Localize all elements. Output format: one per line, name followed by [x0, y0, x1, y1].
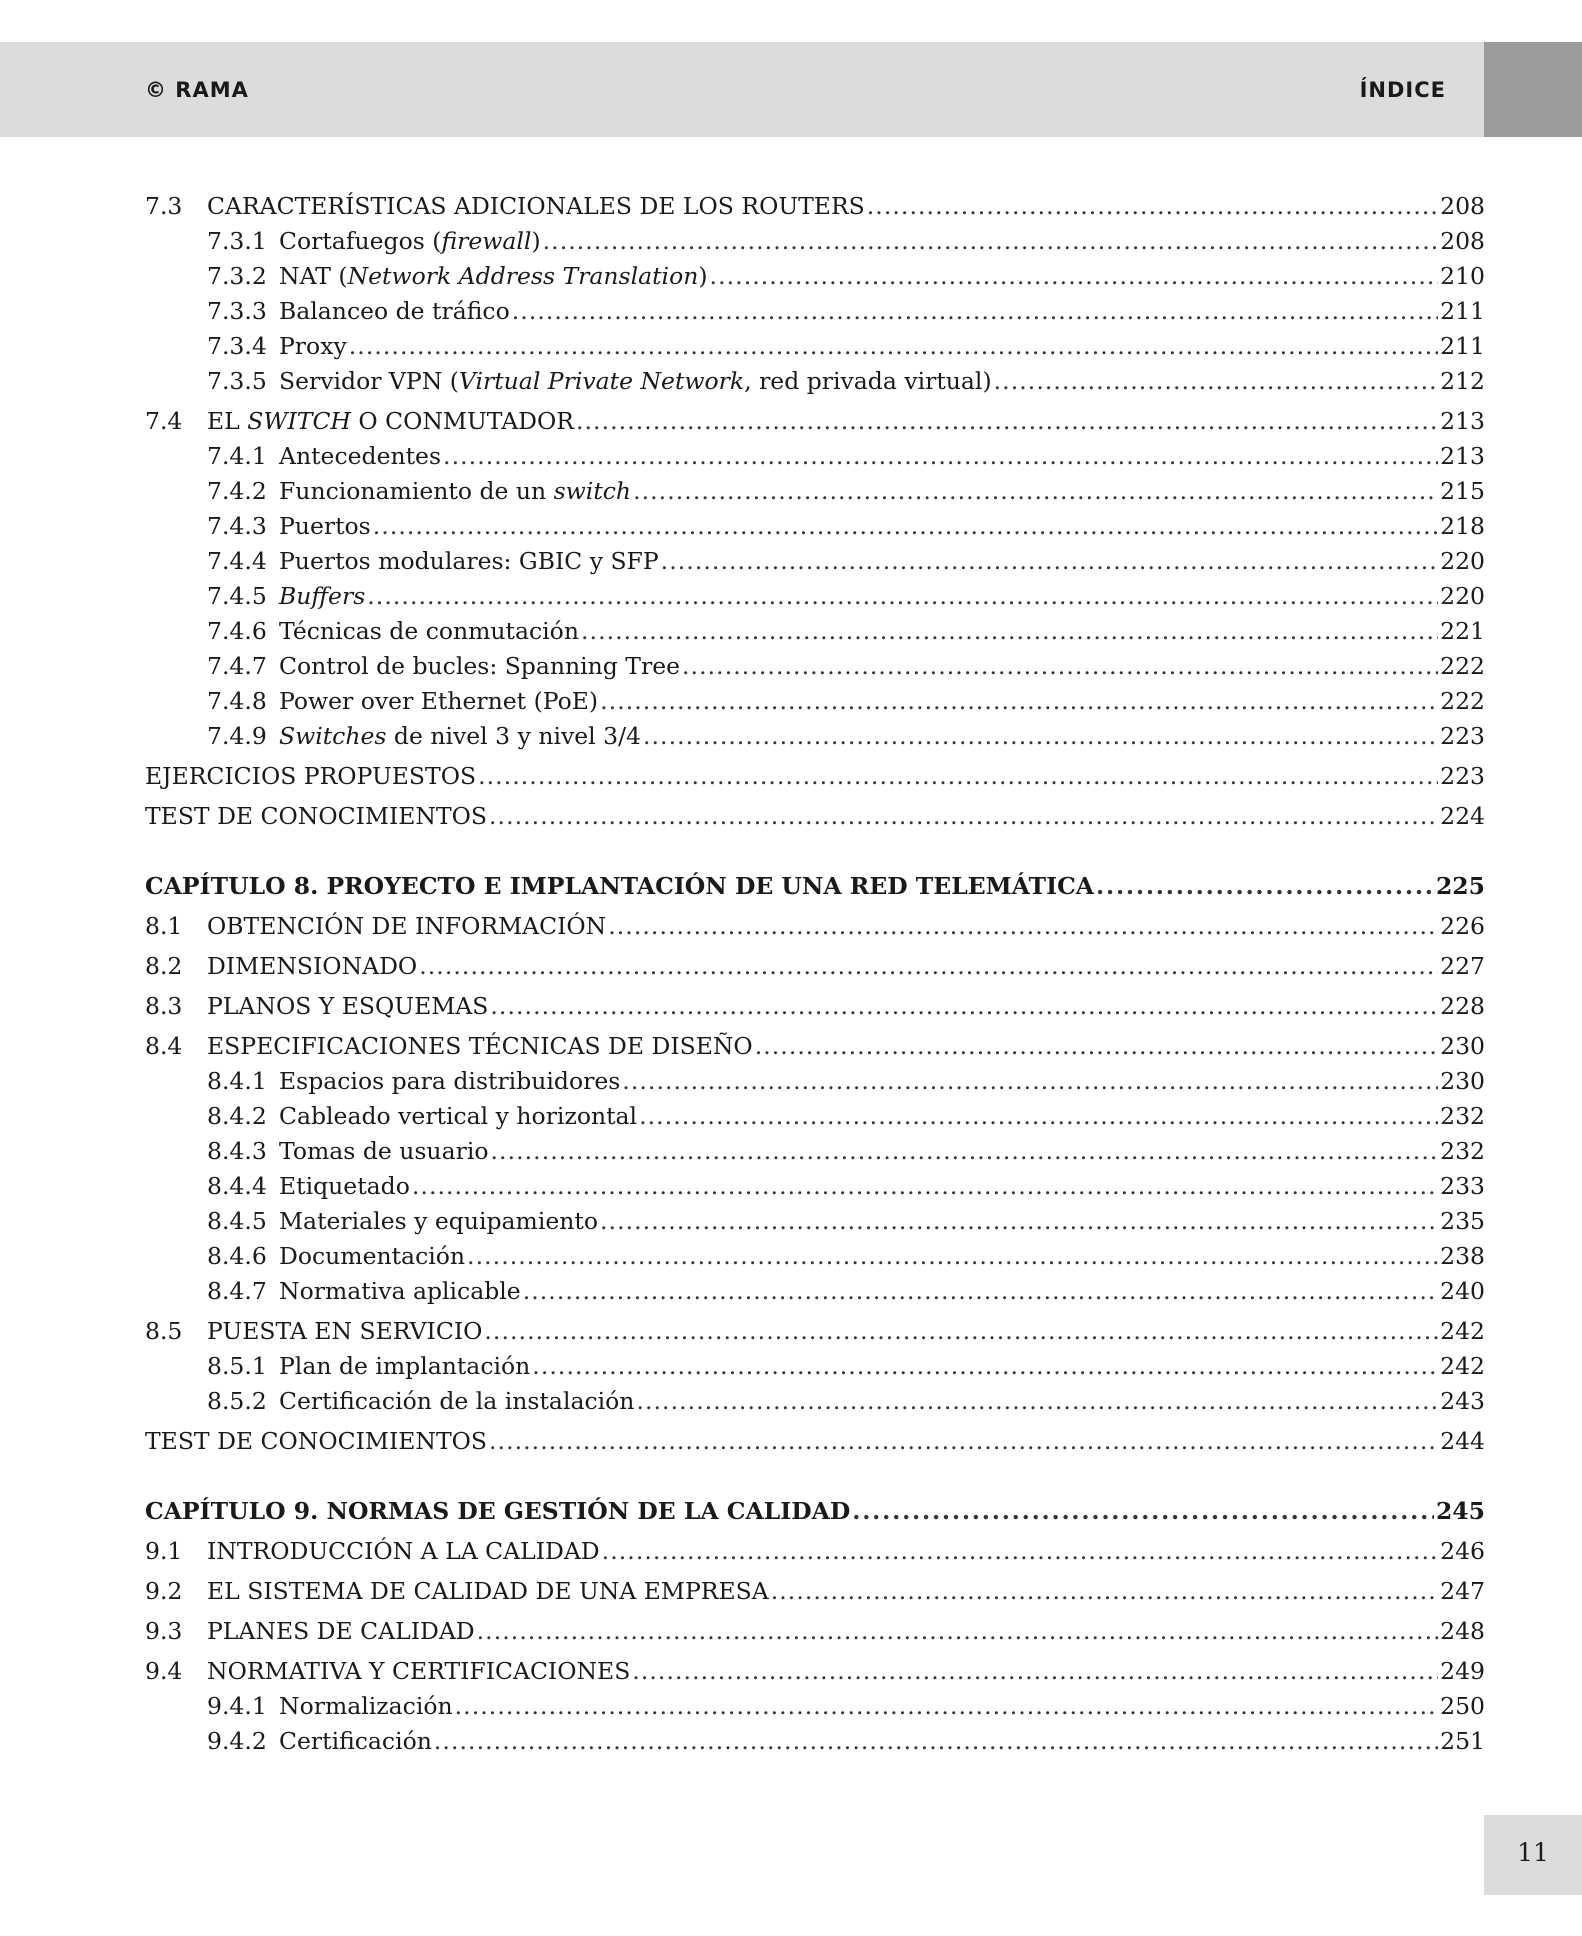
toc-number: 9.4.1 — [207, 1692, 267, 1720]
toc-number: 8.5.1 — [207, 1352, 267, 1380]
toc-row[interactable] — [145, 1427, 1485, 1461]
toc-title — [207, 1032, 753, 1060]
toc-row[interactable] — [145, 952, 1485, 986]
dot-leader — [581, 617, 1438, 645]
toc-page-number: 224 — [1440, 802, 1485, 830]
toc-title — [279, 1137, 488, 1165]
toc-number: 8.4.2 — [207, 1102, 267, 1130]
toc-title — [207, 1537, 600, 1565]
toc-page-number: 246 — [1440, 1537, 1485, 1565]
toc-title-italic: Virtual Private Network — [458, 367, 745, 395]
toc-title — [145, 1427, 487, 1455]
toc-title — [279, 512, 371, 540]
toc-number: 7.3.1 — [207, 227, 267, 255]
toc-number: 9.4.2 — [207, 1727, 267, 1755]
dot-leader — [512, 297, 1438, 325]
toc-number: 7.3.5 — [207, 367, 267, 395]
toc-number: 8.4.5 — [207, 1207, 267, 1235]
toc-title-text-suffix: O CONMUTADOR — [350, 407, 574, 435]
toc-row[interactable] — [145, 332, 1485, 366]
toc-row[interactable] — [145, 367, 1485, 401]
toc-row[interactable] — [145, 722, 1485, 756]
dot-leader — [349, 332, 1438, 360]
toc-number: 8.4.4 — [207, 1172, 267, 1200]
toc-title-italic: Switches — [279, 722, 387, 750]
toc-title — [279, 1172, 410, 1200]
toc-number: 7.3.4 — [207, 332, 267, 360]
toc-title — [279, 227, 541, 255]
toc-number: 7.3 — [145, 192, 183, 220]
toc-number: 8.4.6 — [207, 1242, 267, 1270]
dot-leader — [490, 1137, 1438, 1165]
toc-page-number: 208 — [1440, 192, 1485, 220]
toc-title — [207, 407, 574, 435]
publisher-label: © RAMA — [145, 78, 249, 102]
toc-number: 8.5.2 — [207, 1387, 267, 1415]
dot-leader — [419, 952, 1438, 980]
toc-title — [279, 1727, 432, 1755]
dot-leader — [455, 1692, 1439, 1720]
toc-title-text: PLANOS Y ESQUEMAS — [207, 992, 489, 1020]
toc-number: 7.4.5 — [207, 582, 267, 610]
toc-page-number: 235 — [1440, 1207, 1485, 1235]
toc-page-number: 212 — [1440, 367, 1485, 395]
toc-number: 8.4.3 — [207, 1137, 267, 1165]
toc-row[interactable] — [145, 1692, 1485, 1726]
toc-page-number: 242 — [1440, 1317, 1485, 1345]
toc-title — [279, 1242, 465, 1270]
toc-title — [207, 992, 488, 1020]
dot-leader — [484, 1317, 1438, 1345]
toc-page-number: 220 — [1440, 547, 1485, 575]
toc-title — [279, 297, 510, 325]
toc-title-text: Espacios para distribuidores — [279, 1067, 621, 1095]
toc-title — [279, 1207, 598, 1235]
toc-title — [279, 1692, 453, 1720]
toc-title — [279, 582, 365, 610]
toc-page-number: 213 — [1440, 407, 1485, 435]
toc-page-number: 243 — [1440, 1387, 1485, 1415]
dot-leader — [867, 192, 1438, 220]
toc-title-text-suffix: , red privada virtual) — [744, 367, 992, 395]
dot-leader — [602, 1537, 1438, 1565]
toc-title-text: Puertos — [279, 512, 371, 540]
toc-page-number: 250 — [1440, 1692, 1485, 1720]
toc-page-number: 245 — [1435, 1497, 1485, 1525]
toc-row[interactable] — [145, 617, 1485, 651]
dot-leader — [755, 1032, 1438, 1060]
toc-page-number: 244 — [1440, 1427, 1485, 1455]
toc-number: 7.4.7 — [207, 652, 267, 680]
toc-title — [279, 547, 659, 575]
toc-title-italic: SWITCH — [247, 407, 351, 435]
toc-title-text: Cableado vertical y horizontal — [279, 1102, 638, 1130]
dot-leader — [478, 762, 1438, 790]
toc-row[interactable] — [145, 1537, 1485, 1571]
toc-page-number: 215 — [1440, 477, 1485, 505]
toc-title — [279, 367, 992, 395]
toc-page-number: 221 — [1440, 617, 1485, 645]
toc-page-number: 233 — [1440, 1172, 1485, 1200]
toc-title — [207, 1317, 482, 1345]
toc-title-text: TEST DE CONOCIMIENTOS — [145, 1427, 487, 1455]
toc-title — [145, 872, 1094, 900]
toc-title — [279, 722, 641, 750]
toc-title-text: NORMATIVA Y CERTIFICACIONES — [207, 1657, 631, 1685]
toc-title — [279, 332, 347, 360]
toc-row[interactable] — [145, 762, 1485, 796]
dot-leader — [600, 1207, 1438, 1235]
page-number: 11 — [1517, 1838, 1549, 1867]
dot-leader — [994, 367, 1439, 395]
toc-row[interactable] — [145, 1032, 1485, 1066]
toc-page-number: 210 — [1440, 262, 1485, 290]
dot-leader — [608, 912, 1438, 940]
toc-row[interactable] — [145, 912, 1485, 946]
toc-title-text: Documentación — [279, 1242, 466, 1270]
dot-leader — [367, 582, 1438, 610]
dot-leader — [489, 1427, 1438, 1455]
toc-title-text: Funcionamiento de un — [279, 477, 554, 505]
toc-row[interactable] — [145, 1067, 1485, 1101]
toc-title-text: EL — [207, 407, 248, 435]
toc-number: 8.5 — [145, 1317, 183, 1345]
toc-title — [145, 762, 476, 790]
toc-row[interactable] — [145, 687, 1485, 721]
toc-title-text: PUESTA EN SERVICIO — [207, 1317, 483, 1345]
toc-row[interactable] — [145, 1352, 1485, 1386]
dot-leader — [600, 687, 1438, 715]
toc-title — [279, 687, 598, 715]
toc-title — [279, 617, 579, 645]
toc-title-text: Etiquetado — [279, 1172, 410, 1200]
toc-title-text: Normativa aplicable — [279, 1277, 521, 1305]
toc-title-text: CARACTERÍSTICAS ADICIONALES DE LOS ROUTERS — [207, 192, 865, 220]
toc-title — [279, 1102, 637, 1130]
dot-leader — [576, 407, 1438, 435]
dot-leader — [489, 802, 1438, 830]
toc-title — [207, 1617, 475, 1645]
toc-title-italic: firewall — [441, 227, 532, 255]
toc-title-text: TEST DE CONOCIMIENTOS — [145, 802, 487, 830]
toc-title-text: Certificación de la instalación — [279, 1387, 635, 1415]
toc-number: 9.2 — [145, 1577, 183, 1605]
dot-leader — [477, 1617, 1439, 1645]
toc-number: 7.4.4 — [207, 547, 267, 575]
toc-title — [279, 1387, 634, 1415]
toc-title-text-suffix: de nivel 3 y nivel 3/4 — [386, 722, 641, 750]
toc-row[interactable] — [145, 442, 1485, 476]
toc-title-text: DIMENSIONADO — [207, 952, 418, 980]
toc-title-text: EL SISTEMA DE CALIDAD DE UNA EMPRESA — [207, 1577, 769, 1605]
dot-leader — [443, 442, 1438, 470]
toc-title-text: Balanceo de tráfico — [279, 297, 510, 325]
toc-row[interactable] — [145, 297, 1485, 331]
toc-title — [279, 262, 708, 290]
toc-title-text-suffix: ) — [698, 262, 708, 290]
toc-title-text: ESPECIFICACIONES TÉCNICAS DE DISEÑO — [207, 1032, 753, 1060]
toc-page-number: 240 — [1440, 1277, 1485, 1305]
toc-number: 7.4.6 — [207, 617, 267, 645]
toc-title — [279, 652, 680, 680]
toc-title — [145, 1497, 850, 1525]
toc-chapter-row[interactable] — [145, 1497, 1485, 1531]
toc-row[interactable] — [145, 1727, 1485, 1761]
toc-title-text: Cortafuegos ( — [279, 227, 442, 255]
header-tab-marker — [1484, 42, 1582, 137]
toc-row[interactable] — [145, 1102, 1485, 1136]
toc-row[interactable] — [145, 192, 1485, 226]
toc-title-text: Puertos modulares: GBIC y SFP — [279, 547, 659, 575]
toc-page-number: 232 — [1440, 1137, 1485, 1165]
section-title: ÍNDICE — [1359, 78, 1446, 102]
toc-number: 7.3.2 — [207, 262, 267, 290]
dot-leader — [532, 1352, 1438, 1380]
toc-row[interactable] — [145, 477, 1485, 511]
toc-page-number: 223 — [1440, 762, 1485, 790]
dot-leader — [636, 1387, 1438, 1415]
toc-page-number: 220 — [1440, 582, 1485, 610]
toc-title-text: Certificación — [279, 1727, 432, 1755]
toc-page-number: 227 — [1440, 952, 1485, 980]
toc-row[interactable] — [145, 1207, 1485, 1241]
dot-leader — [771, 1577, 1438, 1605]
toc-page-number: 230 — [1440, 1067, 1485, 1095]
toc-page-number: 218 — [1440, 512, 1485, 540]
dot-leader — [1096, 872, 1434, 900]
toc-title-text: INTRODUCCIÓN A LA CALIDAD — [207, 1537, 600, 1565]
toc-title — [279, 477, 631, 505]
toc-page-number: 230 — [1440, 1032, 1485, 1060]
toc-title-text: CAPÍTULO 9. NORMAS DE GESTIÓN DE LA CALIDAD — [145, 1497, 851, 1525]
toc-page-number: 211 — [1440, 297, 1485, 325]
toc-title — [145, 802, 487, 830]
toc-page-number: 208 — [1440, 227, 1485, 255]
dot-leader — [643, 722, 1438, 750]
toc-page-number: 223 — [1440, 722, 1485, 750]
toc-row[interactable] — [145, 547, 1485, 581]
toc-number: 7.4.3 — [207, 512, 267, 540]
toc-number: 8.3 — [145, 992, 183, 1020]
toc-row[interactable] — [145, 1172, 1485, 1206]
dot-leader — [412, 1172, 1438, 1200]
toc-page-number: 211 — [1440, 332, 1485, 360]
toc-page-number: 222 — [1440, 652, 1485, 680]
toc-title-text: Power over Ethernet (PoE) — [279, 687, 599, 715]
toc-title — [279, 1067, 620, 1095]
toc-title — [207, 952, 417, 980]
toc-number: 9.4 — [145, 1657, 183, 1685]
toc-title-italic: Buffers — [279, 582, 366, 610]
toc-row[interactable] — [145, 227, 1485, 261]
toc-number: 7.4.8 — [207, 687, 267, 715]
toc-row[interactable] — [145, 652, 1485, 686]
toc-page-number: 247 — [1440, 1577, 1485, 1605]
toc-row[interactable] — [145, 1617, 1485, 1651]
toc-title — [207, 912, 606, 940]
toc-row[interactable] — [145, 992, 1485, 1026]
toc-title-text: Control de bucles: Spanning Tree — [279, 652, 681, 680]
toc-number: 8.4.1 — [207, 1067, 267, 1095]
toc-page-number: 228 — [1440, 992, 1485, 1020]
dot-leader — [632, 1657, 1438, 1685]
toc-title-text: Normalización — [279, 1692, 453, 1720]
toc-row[interactable] — [145, 1137, 1485, 1171]
toc-row[interactable] — [145, 262, 1485, 296]
toc-page-number: 222 — [1440, 687, 1485, 715]
toc-page-number: 242 — [1440, 1352, 1485, 1380]
dot-leader — [490, 992, 1438, 1020]
toc-title-italic: switch — [553, 477, 632, 505]
toc-title-text: Proxy — [279, 332, 347, 360]
toc-title-text: EJERCICIOS PROPUESTOS — [145, 762, 477, 790]
toc-title — [279, 1352, 530, 1380]
toc-page-number: 249 — [1440, 1657, 1485, 1685]
toc-row[interactable] — [145, 512, 1485, 546]
toc-title-italic: Network Address Translation — [347, 262, 699, 290]
toc-title-text: Materiales y equipamiento — [279, 1207, 598, 1235]
toc-number: 8.2 — [145, 952, 183, 980]
toc-number: 7.4.1 — [207, 442, 267, 470]
dot-leader — [622, 1067, 1438, 1095]
toc-number: 8.1 — [145, 912, 183, 940]
toc-title-text: Tomas de usuario — [279, 1137, 489, 1165]
dot-leader — [467, 1242, 1438, 1270]
dot-leader — [682, 652, 1438, 680]
toc-title-text: PLANES DE CALIDAD — [207, 1617, 475, 1645]
dot-leader — [543, 227, 1439, 255]
toc-number: 8.4.7 — [207, 1277, 267, 1305]
toc-row[interactable] — [145, 1387, 1485, 1421]
toc-row[interactable] — [145, 1242, 1485, 1276]
toc-title-text: Técnicas de conmutación — [279, 617, 579, 645]
dot-leader — [710, 262, 1439, 290]
dot-leader — [523, 1277, 1438, 1305]
dot-leader — [639, 1102, 1438, 1130]
toc-title-text: OBTENCIÓN DE INFORMACIÓN — [207, 912, 607, 940]
toc-row[interactable] — [145, 802, 1485, 836]
toc-number: 7.4.9 — [207, 722, 267, 750]
toc-number: 7.4 — [145, 407, 183, 435]
toc-title-text-suffix: ) — [531, 227, 541, 255]
toc-page-number: 213 — [1440, 442, 1485, 470]
toc-row[interactable] — [145, 407, 1485, 441]
toc-title — [279, 1277, 521, 1305]
toc-page-number: 238 — [1440, 1242, 1485, 1270]
toc-page-number: 232 — [1440, 1102, 1485, 1130]
dot-leader — [661, 547, 1438, 575]
toc-page-number: 251 — [1440, 1727, 1485, 1755]
toc-row[interactable] — [145, 1657, 1485, 1691]
toc-number: 8.4 — [145, 1032, 183, 1060]
toc-title-text: Antecedentes — [279, 442, 442, 470]
toc-number: 7.3.3 — [207, 297, 267, 325]
dot-leader — [373, 512, 1438, 540]
toc-number: 9.1 — [145, 1537, 183, 1565]
toc-title — [207, 192, 865, 220]
toc-number: 7.4.2 — [207, 477, 267, 505]
toc-row[interactable] — [145, 1277, 1485, 1311]
dot-leader — [434, 1727, 1438, 1755]
toc-row[interactable] — [145, 582, 1485, 616]
toc-row[interactable] — [145, 1577, 1485, 1611]
toc-title — [207, 1577, 769, 1605]
toc-title-text: Servidor VPN ( — [279, 367, 459, 395]
toc-title-text: NAT ( — [279, 262, 348, 290]
toc-title — [207, 1657, 630, 1685]
toc-chapter-row[interactable] — [145, 872, 1485, 906]
toc-number: 9.3 — [145, 1617, 183, 1645]
toc-title-text: Plan de implantación — [279, 1352, 531, 1380]
dot-leader — [633, 477, 1438, 505]
dot-leader — [852, 1497, 1434, 1525]
toc-row[interactable] — [145, 1317, 1485, 1351]
toc-title — [279, 442, 441, 470]
toc-page-number: 226 — [1440, 912, 1485, 940]
toc-title-text: CAPÍTULO 8. PROYECTO E IMPLANTACIÓN DE UNA RED TELEMÁTICA — [145, 872, 1095, 900]
toc-page-number: 225 — [1435, 872, 1485, 900]
toc-page-number: 248 — [1440, 1617, 1485, 1645]
